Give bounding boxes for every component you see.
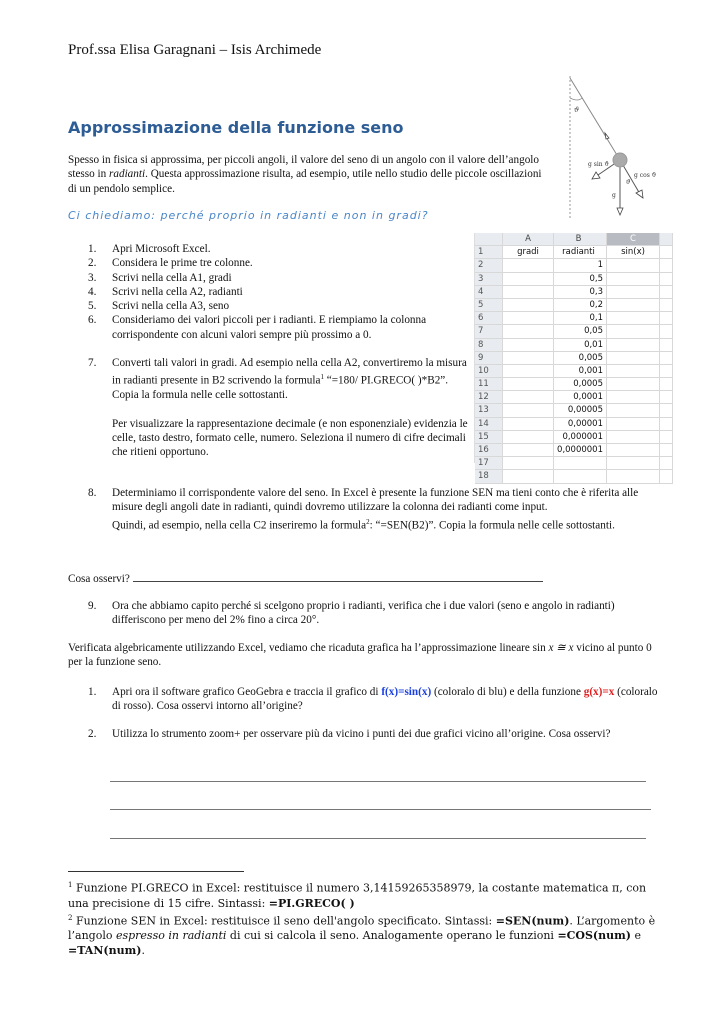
cell-b[interactable]: 0,1 [554,312,607,324]
sheet-row [475,378,673,391]
cell-a[interactable] [503,431,554,443]
cell-c[interactable] [607,418,660,430]
sheet-row [475,286,673,299]
row-header[interactable]: 7 [475,325,503,337]
column-header-b[interactable]: B [554,233,607,245]
cell-c[interactable] [607,325,660,337]
cell-c[interactable] [607,444,660,456]
f-sin-formula: f(x)=sin(x) [381,686,432,698]
step-9: 9. Ora che abbiamo capito perché si scelgono proprio i radianti, verifica che i due valori (seno e angolo in radianti) differiscono per meno del 2% fino a circa 20°. [88,600,615,627]
cell-a[interactable] [503,365,554,377]
row-header[interactable]: 14 [475,418,503,430]
cell-a[interactable] [503,404,554,416]
cell-a[interactable]: gradi [503,246,554,258]
cell-b[interactable]: 0,0000001 [554,444,607,456]
list-item: 1. Apri Microsoft Excel. [88,243,211,255]
row-header[interactable]: 10 [475,365,503,377]
sheet-row [475,444,673,457]
row-header[interactable]: 1 [475,246,503,258]
cell-c[interactable]: sin(x) [607,246,660,258]
cell-a[interactable] [503,312,554,324]
column-header-c[interactable]: C [607,233,660,245]
column-header-row [475,233,673,246]
cell-b[interactable]: 0,05 [554,325,607,337]
footnote-1: $^1$ Funzione PI.GRECO in Excel: restituisce il numero 3,14159265358979, la costante matematica π, con una precisione di 15 cifre. Sintassi: =PI.GRECO( ) [68,881,647,910]
cell-b[interactable] [554,470,607,482]
cell-b[interactable]: 0,0001 [554,391,607,403]
row-header[interactable]: 2 [475,259,503,271]
page-header: Prof.ssa Elisa Garagnani – Isis Archimede [68,42,322,58]
cell-b[interactable]: 0,001 [554,365,607,377]
list-item: 5. Scrivi nella cella A3, seno [88,300,230,313]
cell-a[interactable] [503,259,554,271]
sheet-row [475,325,673,338]
cell-b[interactable] [554,457,607,469]
cell-c[interactable] [607,259,660,271]
cell-b[interactable]: 0,2 [554,299,607,311]
svg-text:g sin ϑ: g sin ϑ [588,161,609,168]
row-header[interactable]: 17 [475,457,503,469]
intro-paragraph: Spesso in fisica si approssima, per piccoli angoli, il valore del seno di un angolo con il valore dell’angolo stesso in radianti. Questa approssimazione risulta, ad esempio, utile nello studio delle piccole oscillazioni di un pendolo semplice. [68,154,542,195]
sheet-row [475,470,673,483]
cell-b[interactable]: 0,00001 [554,418,607,430]
cell-a[interactable] [503,352,554,364]
cell-a[interactable] [503,418,554,430]
column-header-a[interactable]: A [503,233,554,245]
footnote-separator [68,871,244,872]
row-header[interactable]: 16 [475,444,503,456]
footnote-ref-2[interactable]: 2 [366,517,370,526]
sheet-row [475,312,673,325]
cosa-osservi-line: Cosa osservi? [68,571,558,586]
sheet-row [475,391,673,404]
sheet-row [475,365,673,378]
cell-c[interactable] [607,457,660,469]
sheet-row [475,299,673,312]
cell-c[interactable] [607,299,660,311]
cell-c[interactable] [607,431,660,443]
cell-a[interactable] [503,378,554,390]
cell-c[interactable] [607,470,660,482]
pendulum-diagram [548,72,682,222]
excel-steps-list [88,242,468,342]
cell-b[interactable]: 1 [554,259,607,271]
footnote-2: $^2$ Funzione SEN in Excel: restituisce il seno dell'angolo specificato. Sintassi: =SEN(num). L’argomento è l’angolo espresso in radianti di cui si calcola il seno. Analogamente operano le funzioni =COS(num) e =TAN(num). [68,913,656,958]
cell-c[interactable] [607,404,660,416]
row-header[interactable]: 8 [475,339,503,351]
row-header[interactable]: 13 [475,404,503,416]
row-header[interactable]: 15 [475,431,503,443]
g-x-formula: g(x)=x [583,686,615,698]
cell-b[interactable]: radianti [554,246,607,258]
cell-c[interactable] [607,378,660,390]
answer-blank[interactable] [133,571,543,582]
sheet-row [475,352,673,365]
sheet-rows [475,246,673,483]
svg-text:g cos ϑ: g cos ϑ [634,172,656,179]
answer-line-2[interactable] [110,809,651,810]
pendulum-diagram-icon [548,72,682,222]
row-header[interactable]: 11 [475,378,503,390]
footnotes [68,878,658,958]
verification-paragraph: Verificata algebricamente utilizzando Excel, vediamo che ricaduta grafica ha l’approssimazione lineare sin x ≅ x vicino al punto 0 per la funzione seno. [68,642,652,669]
geogebra-step-2: 2. Utilizza lo strumento zoom+ per osservare più da vicino i punti dei due grafici vicino all’origine. Cosa osservi? [88,728,611,740]
cell-c[interactable] [607,312,660,324]
sheet-row [475,339,673,352]
cell-a[interactable] [503,339,554,351]
row-header[interactable]: 5 [475,299,503,311]
cell-a[interactable] [503,299,554,311]
cell-b[interactable]: 0,3 [554,286,607,298]
sheet-row [475,273,673,286]
cell-a[interactable] [503,444,554,456]
cell-a[interactable] [503,286,554,298]
cell-b[interactable]: 0,000001 [554,431,607,443]
row-header[interactable]: 12 [475,391,503,403]
cell-a[interactable] [503,457,554,469]
cell-c[interactable] [607,365,660,377]
list-item: 4. Scrivi nella cella A2, radianti [88,285,243,298]
cell-a[interactable] [503,391,554,403]
cell-c[interactable] [607,286,660,298]
guiding-question: Ci chiediamo: perché proprio in radianti e non in gradi? [68,209,429,222]
svg-text:ϑ: ϑ [574,106,580,114]
cell-c[interactable] [607,273,660,285]
cell-c[interactable] [607,391,660,403]
cell-c[interactable] [607,352,660,364]
sheet-row [475,457,673,470]
row-header[interactable]: 18 [475,470,503,482]
cell-a[interactable] [503,470,554,482]
list-item: 3. Scrivi nella cella A1, gradi [88,271,232,284]
row-header[interactable]: 3 [475,273,503,285]
footnote-ref-1[interactable]: 1 [320,373,324,382]
cell-c[interactable] [607,339,660,351]
answer-line-3[interactable] [110,838,646,839]
step-7: 7. Converti tali valori in gradi. Ad esempio nella cella A2, convertiremo la misura in radianti presente in B2 scrivendo la formula$^1$ “=180/ PI.GRECO( )*B2”. Copia la formula nelle celle sottostanti. Per visualizzare la rappresentazione decimale (e non esponenziale) evidenzia le celle, tasto destro, formato celle, numero. Seleziona il numero di cifre decimali che ritieni opportuno. [88,357,468,459]
sheet-row [475,259,673,272]
list-item: 2. Considera le prime tre colonne. [88,257,253,270]
list-item: 6. Consideriamo dei valori piccoli per i radianti. E riempiamo la colonna corrispondente con alcuni valori sempre più prossimo a 0. [88,314,427,341]
step-8: 8. Determiniamo il corrispondente valore del seno. In Excel è presente la funzione SEN ma tieni conto che è riferita alle misure degli angoli date in radianti, quindi dovremo utilizzare la colonna dei radianti come input. Quindi, ad esempio, nella cella C2 inseriremo la formula$^2$: “=SEN(B2)”. Copia la formula nelle celle sottostanti. [88,487,639,532]
excel-spreadsheet [474,233,673,482]
sheet-row [475,431,673,444]
answer-line-1[interactable] [110,781,646,782]
sheet-row [475,246,673,259]
geogebra-step-1: 1. Apri ora il software grafico GeoGebra e traccia il grafico di f(x)=sin(x) (coloralo di blu) e della funzione g(x)=x (coloralo di rosso). Cosa osservi intorno all’origine? [88,686,658,713]
page-title: Approssimazione della funzione seno [68,118,404,137]
cell-b[interactable]: 0,005 [554,352,607,364]
row-header[interactable]: 9 [475,352,503,364]
svg-text:ϑ: ϑ [626,179,631,186]
select-all-corner[interactable] [475,233,503,245]
row-header[interactable]: 4 [475,286,503,298]
cell-b[interactable]: 0,5 [554,273,607,285]
cell-b[interactable]: 0,01 [554,339,607,351]
radianti-emphasis: radianti [109,168,146,181]
cell-b[interactable]: 0,0005 [554,378,607,390]
cell-b[interactable]: 0,00005 [554,404,607,416]
approx-formula: x ≅ x [548,642,574,654]
sheet-row [475,418,673,431]
sheet-row [475,404,673,417]
cell-a[interactable] [503,273,554,285]
svg-text:g: g [612,192,616,199]
cell-a[interactable] [503,325,554,337]
row-header[interactable]: 6 [475,312,503,324]
